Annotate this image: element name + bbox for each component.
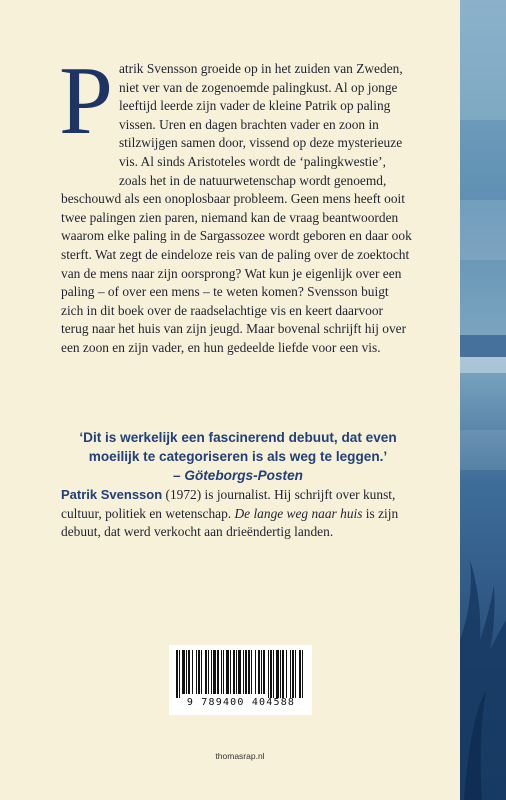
barcode-bar	[255, 650, 256, 694]
barcode-bar	[299, 650, 301, 698]
barcode-bar	[233, 650, 235, 694]
press-quote	[68, 428, 408, 485]
barcode-bar	[276, 650, 279, 698]
author-name: Patrik Svensson	[61, 487, 163, 502]
barcode-bar	[282, 650, 284, 698]
book-title: De lange weg naar huis	[234, 505, 363, 521]
barcode-bar	[226, 650, 229, 694]
barcode-bar	[251, 650, 252, 694]
barcode-bar	[286, 650, 287, 698]
barcode-bar	[198, 650, 200, 694]
author-bio	[61, 486, 421, 542]
barcode-bar	[268, 650, 269, 698]
barcode-bar	[182, 650, 185, 694]
barcode-bar	[292, 650, 294, 698]
drop-cap: P	[59, 47, 113, 154]
barcode-bar	[280, 650, 281, 698]
barcode-bar	[176, 650, 178, 698]
barcode-bar	[213, 650, 216, 694]
isbn-number: 9 789400 404588	[186, 697, 296, 708]
barcode-bar	[211, 650, 212, 694]
barcode-bar	[186, 650, 187, 694]
barcode-bar	[196, 650, 197, 694]
barcode	[169, 645, 312, 715]
blurb-text: atrik Svensson groeide op in het zuiden van Zweden, niet ver van de zogenoemde palingkust. Al op jonge leeftijd leerde zijn vader de kleine Patrik op paling vissen. Uren en dagen brachten vader en zoon in stilzwijgen samen door, vissend op deze mysterieuze vis. Al sinds Aristoteles wordt de ‘palingkwestie’, zoals het in de natuurwetenschap wordt genoemd, beschouwd als een onoplosbaar probleem. Geen mens heeft ooit twee palingen zien paren, niemand kan de vraag beantwoorden waarom elke paling in de Sargassozee wordt geboren en daar ook sterft. Wat zegt de eindeloze reis van de paling over de zoektocht van de mens naar zijn oorsprong? Wat kun je eigenlijk over een paling – of over een mens – te weten komen? Svensson buigt zich in dit boek over de raadselachtige vis en keert daarvoor terug naar het huis van zijn jeugd. Maar bovenal schrijft hij over een zoon en zijn vader, en hun gedeelde liefde voor een vis.	[61, 61, 412, 355]
barcode-bar	[221, 650, 222, 694]
barcode-bar	[201, 650, 202, 694]
barcode-bar	[245, 650, 247, 694]
barcode-bar	[230, 650, 231, 694]
barcode-bar	[295, 650, 296, 698]
barcode-bar	[192, 650, 193, 694]
barcode-bar	[179, 650, 180, 698]
barcode-bar	[217, 650, 219, 694]
barcode-bar	[290, 650, 291, 698]
barcode-bar	[248, 650, 250, 694]
barcode-bar	[270, 650, 272, 698]
barcode-bar	[238, 650, 241, 694]
publisher-url: thomasrap.nl	[215, 751, 265, 761]
barcode-bar	[243, 650, 244, 694]
barcode-bar	[302, 650, 303, 698]
barcode-bar	[261, 650, 262, 694]
barcode-bar	[273, 650, 274, 698]
barcode-bar	[208, 650, 209, 694]
quote-source: – Göteborgs-Posten	[173, 468, 303, 483]
bio-text-1: (1972) is journalist. Hij schrijft over kunst, cultuur, politiek en wetenschap.	[61, 487, 396, 521]
quote-text: ‘Dit is werkelijk een fascinerend debuut, dat even moeilijk te categoriseren is als weg te leggen.’	[79, 430, 397, 464]
barcode-bar	[188, 650, 190, 694]
water-illustration	[460, 0, 506, 800]
barcode-bar	[263, 650, 265, 694]
blurb-paragraph	[59, 47, 413, 358]
barcode-bar	[205, 650, 207, 694]
barcode-bars	[176, 650, 305, 698]
barcode-bar	[258, 650, 260, 694]
bio-text-2: is zijn debuut, dat werd verkocht aan drieëndertig landen.	[61, 505, 399, 540]
cover-art-strip	[460, 0, 506, 800]
barcode-bar	[236, 650, 237, 694]
barcode-bar	[223, 650, 224, 694]
